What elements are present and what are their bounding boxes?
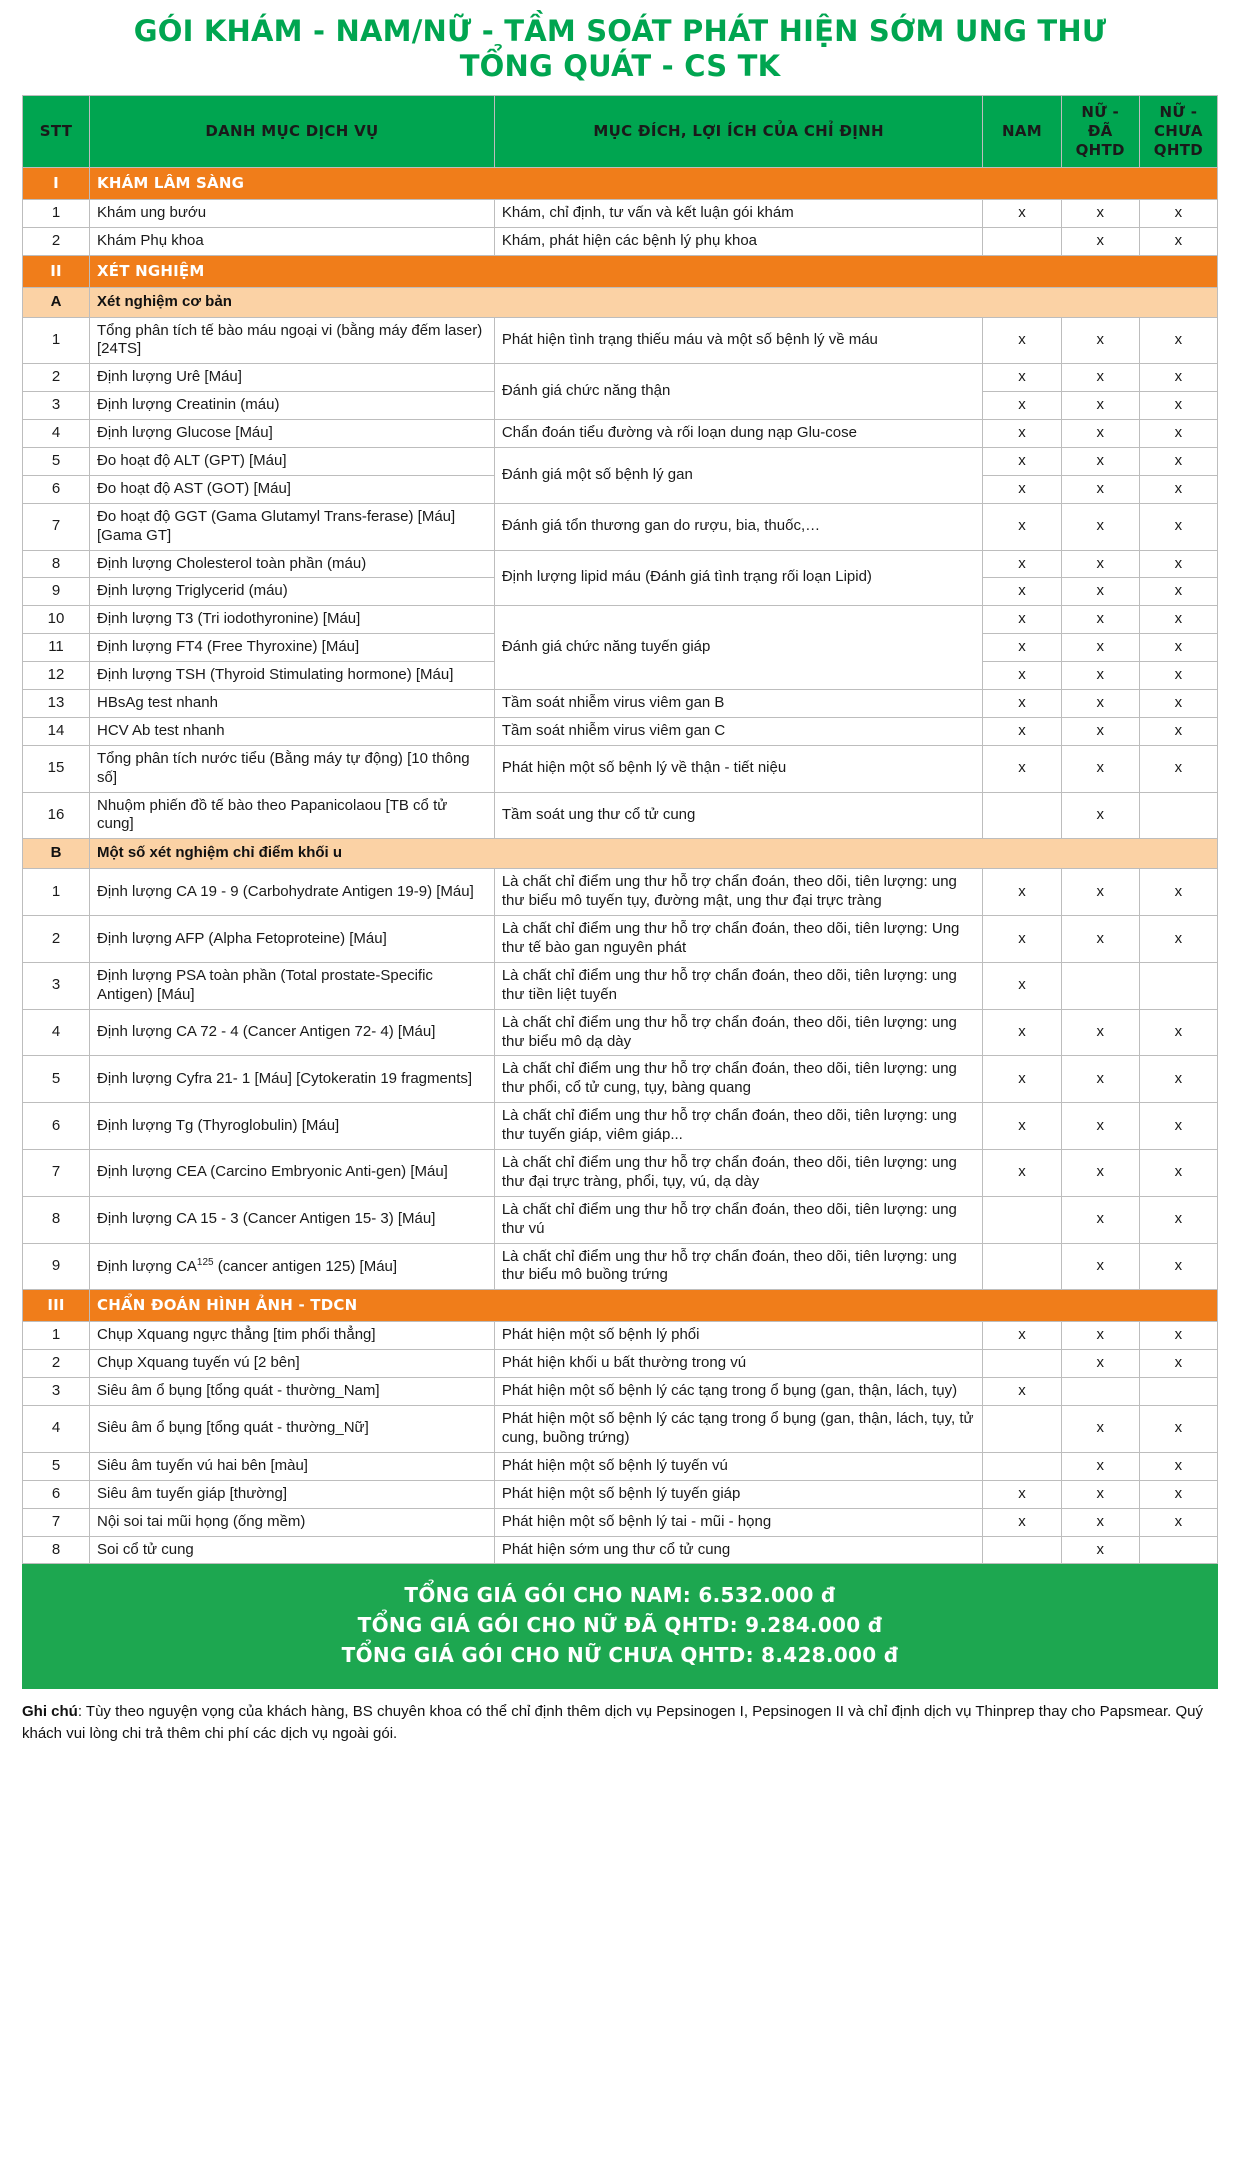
mark-male	[983, 1452, 1061, 1480]
subsection-header-row	[23, 287, 1218, 317]
row-index: 3	[23, 962, 90, 1009]
table-header-row	[23, 95, 1218, 167]
row-index: 2	[23, 227, 90, 255]
service-purpose: Là chất chỉ điểm ung thư hỗ trợ chẩn đoán, theo dõi, tiên lượng: ung thư phổi, cổ tử cung, tụy, bàng quang	[494, 1056, 983, 1103]
mark-female-no: x	[1139, 634, 1217, 662]
col-header-stt: STT	[23, 95, 90, 167]
mark-female-yes: x	[1061, 578, 1139, 606]
row-index: 6	[23, 475, 90, 503]
mark-female-yes: x	[1061, 1243, 1139, 1290]
service-purpose: Là chất chỉ điểm ung thư hỗ trợ chẩn đoán, theo dõi, tiên lượng: ung thư đại trực tràng, phổi, tụy, vú, dạ dày	[494, 1150, 983, 1197]
service-name: Định lượng CA 15 - 3 (Cancer Antigen 15- 3) [Máu]	[90, 1196, 495, 1243]
service-purpose: Là chất chỉ điểm ung thư hỗ trợ chẩn đoán, theo dõi, tiên lượng: ung thư biểu mô tuyến tụy, đường mật, ung thư đại trực tràng	[494, 869, 983, 916]
note-text: : Tùy theo nguyện vọng của khách hàng, BS chuyên khoa có thể chỉ định thêm dịch vụ Pepsinogen I, Pepsinogen II và chỉ định dịch vụ Thinprep thay cho Papsmear. Quý khách vui lòng chi trả thêm chi phí các dịch vụ ngoài gói.	[22, 1703, 1204, 1743]
service-name: Định lượng CA 72 - 4 (Cancer Antigen 72- 4) [Máu]	[90, 1009, 495, 1056]
row-index: 3	[23, 1378, 90, 1406]
mark-male: x	[983, 503, 1061, 550]
service-name: Định lượng CEA (Carcino Embryonic Anti-gen) [Máu]	[90, 1150, 495, 1197]
mark-female-yes: x	[1061, 364, 1139, 392]
service-name: Siêu âm ổ bụng [tổng quát - thường_Nữ]	[90, 1406, 495, 1453]
col-header-female-no: NỮ - CHƯA QHTD	[1139, 95, 1217, 167]
mark-female-no: x	[1139, 503, 1217, 550]
row-index: 14	[23, 717, 90, 745]
mark-female-yes: x	[1061, 503, 1139, 550]
row-index: 15	[23, 745, 90, 792]
table-row	[23, 550, 1218, 578]
service-purpose: Đánh giá một số bệnh lý gan	[494, 447, 983, 503]
mark-male	[983, 792, 1061, 839]
service-purpose: Phát hiện một số bệnh lý các tạng trong ổ bụng (gan, thận, lách, tụy)	[494, 1378, 983, 1406]
service-purpose: Đánh giá chức năng thận	[494, 364, 983, 420]
service-name: Siêu âm tuyến vú hai bên [màu]	[90, 1452, 495, 1480]
service-name: Nội soi tai mũi họng (ống mềm)	[90, 1508, 495, 1536]
table-row	[23, 1508, 1218, 1536]
mark-female-no: x	[1139, 1009, 1217, 1056]
mark-female-no: x	[1139, 916, 1217, 963]
mark-female-yes: x	[1061, 745, 1139, 792]
table-row	[23, 1103, 1218, 1150]
table-row	[23, 1350, 1218, 1378]
mark-female-no: x	[1139, 199, 1217, 227]
service-purpose: Phát hiện một số bệnh lý tuyến giáp	[494, 1480, 983, 1508]
row-index: 10	[23, 606, 90, 634]
table-body	[23, 167, 1218, 1564]
mark-male: x	[983, 1508, 1061, 1536]
table-row	[23, 1406, 1218, 1453]
service-name: Định lượng CA 19 - 9 (Carbohydrate Antigen 19-9) [Máu]	[90, 869, 495, 916]
table-row	[23, 1150, 1218, 1197]
service-name: HBsAg test nhanh	[90, 690, 495, 718]
service-name: Định lượng Cyfra 21- 1 [Máu] [Cytokeratin 19 fragments]	[90, 1056, 495, 1103]
table-row	[23, 447, 1218, 475]
table-row	[23, 503, 1218, 550]
mark-female-yes: x	[1061, 869, 1139, 916]
service-purpose: Đánh giá chức năng tuyến giáp	[494, 606, 983, 690]
section-label: XÉT NGHIỆM	[90, 255, 1218, 287]
mark-male: x	[983, 364, 1061, 392]
mark-male	[983, 1243, 1061, 1290]
table-row	[23, 1322, 1218, 1350]
mark-female-yes: x	[1061, 606, 1139, 634]
mark-female-no: x	[1139, 1452, 1217, 1480]
mark-female-no	[1139, 962, 1217, 1009]
total-male: TỔNG GIÁ GÓI CHO NAM: 6.532.000 đ	[404, 1583, 836, 1608]
section-label: CHẨN ĐOÁN HÌNH ẢNH - TDCN	[90, 1290, 1218, 1322]
mark-male: x	[983, 1009, 1061, 1056]
mark-male: x	[983, 550, 1061, 578]
mark-female-yes	[1061, 962, 1139, 1009]
service-purpose: Là chất chỉ điểm ung thư hỗ trợ chẩn đoán, theo dõi, tiên lượng: ung thư biểu mô dạ dày	[494, 1009, 983, 1056]
row-index: 6	[23, 1103, 90, 1150]
row-index: 5	[23, 1056, 90, 1103]
mark-female-yes: x	[1061, 1536, 1139, 1564]
mark-male: x	[983, 420, 1061, 448]
table-row	[23, 199, 1218, 227]
mark-female-yes: x	[1061, 227, 1139, 255]
table-row	[23, 1480, 1218, 1508]
mark-male: x	[983, 1056, 1061, 1103]
mark-female-no: x	[1139, 1322, 1217, 1350]
service-name: Đo hoạt độ GGT (Gama Glutamyl Trans-ferase) [Máu] [Gama GT]	[90, 503, 495, 550]
title-line-2: TỔNG QUÁT - CS TK	[459, 49, 781, 84]
mark-female-no: x	[1139, 447, 1217, 475]
service-purpose: Phát hiện một số bệnh lý về thận - tiết niệu	[494, 745, 983, 792]
section-number: II	[23, 255, 90, 287]
mark-male: x	[983, 1480, 1061, 1508]
col-header-service: DANH MỤC DỊCH VỤ	[90, 95, 495, 167]
mark-male: x	[983, 606, 1061, 634]
row-index: 1	[23, 869, 90, 916]
mark-female-yes: x	[1061, 634, 1139, 662]
table-container	[0, 95, 1240, 1565]
mark-male	[983, 1196, 1061, 1243]
mark-male	[983, 1536, 1061, 1564]
table-row	[23, 1243, 1218, 1290]
mark-male: x	[983, 634, 1061, 662]
row-index: 4	[23, 1009, 90, 1056]
table-row	[23, 1009, 1218, 1056]
service-name: Khám Phụ khoa	[90, 227, 495, 255]
superscript: 125	[196, 1256, 214, 1268]
mark-female-yes: x	[1061, 1350, 1139, 1378]
service-purpose: Phát hiện một số bệnh lý các tạng trong ổ bụng (gan, thận, lách, tụy, tử cung, buồng trứng)	[494, 1406, 983, 1453]
table-row	[23, 869, 1218, 916]
row-index: 4	[23, 1406, 90, 1453]
mark-female-yes: x	[1061, 317, 1139, 364]
table-row	[23, 317, 1218, 364]
mark-male: x	[983, 1150, 1061, 1197]
mark-female-no: x	[1139, 1243, 1217, 1290]
mark-male: x	[983, 1378, 1061, 1406]
service-name: Chụp Xquang tuyến vú [2 bên]	[90, 1350, 495, 1378]
service-purpose: Định lượng lipid máu (Đánh giá tình trạng rối loạn Lipid)	[494, 550, 983, 606]
row-index: 7	[23, 1508, 90, 1536]
subsection-number: B	[23, 839, 90, 869]
mark-male: x	[983, 1103, 1061, 1150]
mark-female-no	[1139, 792, 1217, 839]
row-index: 5	[23, 1452, 90, 1480]
service-purpose: Tầm soát nhiễm virus viêm gan B	[494, 690, 983, 718]
mark-female-yes: x	[1061, 690, 1139, 718]
mark-male: x	[983, 447, 1061, 475]
col-header-female-yes: NỮ - ĐÃ QHTD	[1061, 95, 1139, 167]
row-index: 11	[23, 634, 90, 662]
mark-female-yes: x	[1061, 792, 1139, 839]
service-name: Tổng phân tích tế bào máu ngoại vi (bằng máy đếm laser) [24TS]	[90, 317, 495, 364]
row-index: 9	[23, 578, 90, 606]
mark-female-yes	[1061, 1378, 1139, 1406]
service-purpose: Phát hiện một số bệnh lý tai - mũi - họng	[494, 1508, 983, 1536]
mark-female-no: x	[1139, 364, 1217, 392]
section-header-row	[23, 255, 1218, 287]
mark-female-yes: x	[1061, 717, 1139, 745]
mark-male: x	[983, 869, 1061, 916]
table-row	[23, 1452, 1218, 1480]
mark-female-no: x	[1139, 745, 1217, 792]
table-row	[23, 962, 1218, 1009]
mark-male: x	[983, 962, 1061, 1009]
row-index: 1	[23, 1322, 90, 1350]
col-header-purpose: MỤC ĐÍCH, LỢI ÍCH CỦA CHỈ ĐỊNH	[494, 95, 983, 167]
total-female-yes: TỔNG GIÁ GÓI CHO NỮ ĐÃ QHTD: 9.284.000 đ	[357, 1613, 883, 1638]
table-row	[23, 717, 1218, 745]
service-name: Định lượng AFP (Alpha Fetoproteine) [Máu]	[90, 916, 495, 963]
mark-male: x	[983, 1322, 1061, 1350]
mark-male: x	[983, 717, 1061, 745]
service-name: Định lượng Cholesterol toàn phần (máu)	[90, 550, 495, 578]
page-title	[0, 0, 1240, 95]
row-index: 9	[23, 1243, 90, 1290]
service-purpose: Tầm soát nhiễm virus viêm gan C	[494, 717, 983, 745]
mark-female-yes: x	[1061, 1480, 1139, 1508]
row-index: 12	[23, 662, 90, 690]
mark-female-no: x	[1139, 1196, 1217, 1243]
mark-female-no: x	[1139, 227, 1217, 255]
service-name: Khám ung bướu	[90, 199, 495, 227]
service-purpose: Phát hiện một số bệnh lý tuyến vú	[494, 1452, 983, 1480]
title-line-1: GÓI KHÁM - NAM/NỮ - TẦM SOÁT PHÁT HIỆN SỚM UNG THƯ	[133, 14, 1107, 48]
row-index: 16	[23, 792, 90, 839]
table-row	[23, 227, 1218, 255]
mark-male: x	[983, 662, 1061, 690]
subsection-header-row	[23, 839, 1218, 869]
service-name: Định lượng Triglycerid (máu)	[90, 578, 495, 606]
section-header-row	[23, 1290, 1218, 1322]
service-purpose: Khám, phát hiện các bệnh lý phụ khoa	[494, 227, 983, 255]
mark-female-no: x	[1139, 392, 1217, 420]
mark-female-no	[1139, 1536, 1217, 1564]
mark-female-yes: x	[1061, 550, 1139, 578]
mark-male	[983, 227, 1061, 255]
table-row	[23, 1378, 1218, 1406]
mark-female-no: x	[1139, 1508, 1217, 1536]
service-name: Định lượng CA$^{125}$ (cancer antigen 125) [Máu]	[90, 1243, 495, 1290]
service-purpose: Phát hiện một số bệnh lý phổi	[494, 1322, 983, 1350]
service-name: Định lượng T3 (Tri iodothyronine) [Máu]	[90, 606, 495, 634]
mark-male: x	[983, 317, 1061, 364]
service-name: Siêu âm tuyến giáp [thường]	[90, 1480, 495, 1508]
row-index: 4	[23, 420, 90, 448]
mark-male: x	[983, 578, 1061, 606]
row-index: 2	[23, 1350, 90, 1378]
mark-female-no: x	[1139, 550, 1217, 578]
service-purpose: Phát hiện tình trạng thiếu máu và một số bệnh lý về máu	[494, 317, 983, 364]
mark-female-no: x	[1139, 1056, 1217, 1103]
service-name: Định lượng FT4 (Free Thyroxine) [Máu]	[90, 634, 495, 662]
service-name: Soi cổ tử cung	[90, 1536, 495, 1564]
mark-female-no: x	[1139, 662, 1217, 690]
row-index: 8	[23, 1196, 90, 1243]
table-row	[23, 916, 1218, 963]
table-row	[23, 745, 1218, 792]
subsection-number: A	[23, 287, 90, 317]
service-name: Định lượng Urê [Máu]	[90, 364, 495, 392]
mark-female-yes: x	[1061, 1103, 1139, 1150]
row-index: 7	[23, 503, 90, 550]
mark-male: x	[983, 745, 1061, 792]
table-row	[23, 792, 1218, 839]
mark-female-no: x	[1139, 869, 1217, 916]
section-number: III	[23, 1290, 90, 1322]
row-index: 1	[23, 199, 90, 227]
mark-female-yes: x	[1061, 1322, 1139, 1350]
note-label: Ghi chú	[22, 1703, 78, 1721]
mark-female-no: x	[1139, 1103, 1217, 1150]
mark-female-yes: x	[1061, 475, 1139, 503]
mark-female-no: x	[1139, 717, 1217, 745]
mark-female-yes: x	[1061, 1406, 1139, 1453]
row-index: 1	[23, 317, 90, 364]
mark-female-yes: x	[1061, 199, 1139, 227]
service-purpose: Khám, chỉ định, tư vấn và kết luận gói khám	[494, 199, 983, 227]
subsection-label: Xét nghiệm cơ bản	[90, 287, 1218, 317]
row-index: 13	[23, 690, 90, 718]
table-row	[23, 420, 1218, 448]
total-female-no: TỔNG GIÁ GÓI CHO NỮ CHƯA QHTD: 8.428.000 đ	[341, 1643, 899, 1668]
service-name: Tổng phân tích nước tiểu (Bằng máy tự động) [10 thông số]	[90, 745, 495, 792]
row-index: 8	[23, 1536, 90, 1564]
mark-male	[983, 1406, 1061, 1453]
section-label: KHÁM LÂM SÀNG	[90, 167, 1218, 199]
service-name: Định lượng Tg (Thyroglobulin) [Máu]	[90, 1103, 495, 1150]
mark-female-no: x	[1139, 690, 1217, 718]
mark-female-no: x	[1139, 475, 1217, 503]
section-number: I	[23, 167, 90, 199]
row-index: 2	[23, 916, 90, 963]
mark-female-yes: x	[1061, 662, 1139, 690]
service-purpose: Là chất chỉ điểm ung thư hỗ trợ chẩn đoán, theo dõi, tiên lượng: ung thư tiền liệt tuyến	[494, 962, 983, 1009]
row-index: 2	[23, 364, 90, 392]
mark-female-yes: x	[1061, 1009, 1139, 1056]
mark-female-yes: x	[1061, 392, 1139, 420]
service-purpose: Đánh giá tổn thương gan do rượu, bia, thuốc,…	[494, 503, 983, 550]
col-header-male: NAM	[983, 95, 1061, 167]
table-row	[23, 1536, 1218, 1564]
service-name: Đo hoạt độ AST (GOT) [Máu]	[90, 475, 495, 503]
service-name: Đo hoạt độ ALT (GPT) [Máu]	[90, 447, 495, 475]
mark-female-no: x	[1139, 1406, 1217, 1453]
row-index: 3	[23, 392, 90, 420]
row-index: 6	[23, 1480, 90, 1508]
mark-male: x	[983, 690, 1061, 718]
service-purpose: Phát hiện khối u bất thường trong vú	[494, 1350, 983, 1378]
service-package-table	[22, 95, 1218, 1565]
mark-female-no: x	[1139, 317, 1217, 364]
totals-banner	[22, 1564, 1218, 1689]
service-purpose: Tầm soát ung thư cổ tử cung	[494, 792, 983, 839]
mark-female-no: x	[1139, 1150, 1217, 1197]
mark-male: x	[983, 916, 1061, 963]
mark-female-no: x	[1139, 1480, 1217, 1508]
service-name: Định lượng PSA toàn phần (Total prostate-Specific Antigen) [Máu]	[90, 962, 495, 1009]
table-row	[23, 1196, 1218, 1243]
mark-female-yes: x	[1061, 916, 1139, 963]
mark-female-no: x	[1139, 1350, 1217, 1378]
mark-male	[983, 1350, 1061, 1378]
subsection-label: Một số xét nghiệm chỉ điểm khối u	[90, 839, 1218, 869]
service-name: Chụp Xquang ngực thẳng [tim phổi thẳng]	[90, 1322, 495, 1350]
service-purpose: Là chất chỉ điểm ung thư hỗ trợ chẩn đoán, theo dõi, tiên lượng: ung thư vú	[494, 1196, 983, 1243]
service-name: Nhuộm phiến đồ tế bào theo Papanicolaou [TB cổ tử cung]	[90, 792, 495, 839]
service-purpose: Chẩn đoán tiểu đường và rối loạn dung nạp Glu-cose	[494, 420, 983, 448]
service-name: Định lượng Creatinin (máu)	[90, 392, 495, 420]
service-name: Định lượng Glucose [Máu]	[90, 420, 495, 448]
mark-female-yes: x	[1061, 1196, 1139, 1243]
footer-note	[22, 1701, 1218, 1745]
table-head	[23, 95, 1218, 167]
row-index: 8	[23, 550, 90, 578]
table-row	[23, 606, 1218, 634]
mark-female-yes: x	[1061, 420, 1139, 448]
mark-female-yes: x	[1061, 1452, 1139, 1480]
mark-female-no: x	[1139, 578, 1217, 606]
service-purpose: Là chất chỉ điểm ung thư hỗ trợ chẩn đoán, theo dõi, tiên lượng: ung thư biểu mô buồng trứng	[494, 1243, 983, 1290]
service-name: Siêu âm ổ bụng [tổng quát - thường_Nam]	[90, 1378, 495, 1406]
mark-female-yes: x	[1061, 1508, 1139, 1536]
service-purpose: Là chất chỉ điểm ung thư hỗ trợ chẩn đoán, theo dõi, tiên lượng: Ung thư tế bào gan nguyên phát	[494, 916, 983, 963]
row-index: 5	[23, 447, 90, 475]
service-purpose: Là chất chỉ điểm ung thư hỗ trợ chẩn đoán, theo dõi, tiên lượng: ung thư tuyến giáp, viêm giáp...	[494, 1103, 983, 1150]
mark-male: x	[983, 199, 1061, 227]
table-row	[23, 1056, 1218, 1103]
service-name: HCV Ab test nhanh	[90, 717, 495, 745]
mark-female-no	[1139, 1378, 1217, 1406]
mark-male: x	[983, 475, 1061, 503]
mark-male: x	[983, 392, 1061, 420]
mark-female-yes: x	[1061, 1056, 1139, 1103]
section-header-row	[23, 167, 1218, 199]
service-name: Định lượng TSH (Thyroid Stimulating hormone) [Máu]	[90, 662, 495, 690]
row-index: 7	[23, 1150, 90, 1197]
mark-female-yes: x	[1061, 447, 1139, 475]
table-row	[23, 690, 1218, 718]
service-purpose: Phát hiện sớm ung thư cổ tử cung	[494, 1536, 983, 1564]
mark-female-no: x	[1139, 420, 1217, 448]
mark-female-yes: x	[1061, 1150, 1139, 1197]
table-row	[23, 364, 1218, 392]
mark-female-no: x	[1139, 606, 1217, 634]
